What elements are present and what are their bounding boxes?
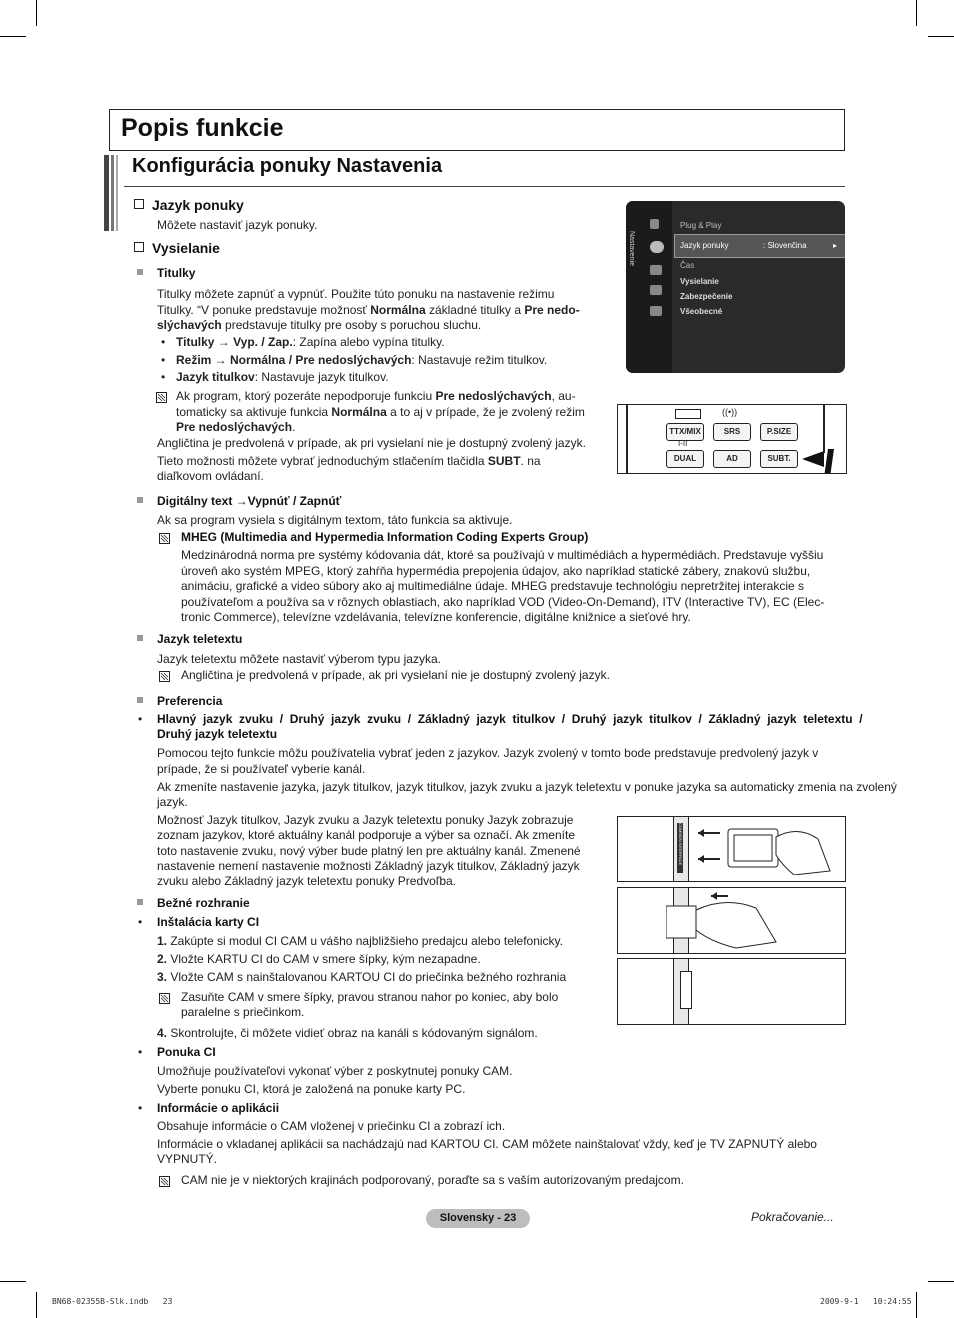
teletext-text: Jazyk teletextu môžete nastaviť výberom typu jazyka. <box>157 652 441 666</box>
crop-mark <box>916 0 917 26</box>
heading-jazyk-ponuky: Jazyk ponuky <box>134 197 244 213</box>
menu-icon-column <box>626 201 672 373</box>
sound-icon: ((•)) <box>722 407 738 417</box>
preferencia-line: Možnosť Jazyk titulkov, Jazyk zvuku a Jazyk teletextu ponuky Jazyk zobrazuje <box>157 813 574 827</box>
bullet-icon: • <box>138 712 143 726</box>
settings-menu-screenshot <box>626 201 845 373</box>
page-title: Popis funkcie <box>121 114 284 142</box>
titulky-note: tomaticky sa aktivuje funkcia Normálna a to aj v prípade, že je zvolený režim <box>176 405 585 419</box>
titulky-line: Titulky môžete zapnúť a vypnúť. Použite túto ponuku na nastavenie režimu <box>157 287 555 301</box>
bullet-icon: • <box>138 1045 143 1059</box>
step-3-note: paralelne s priečinkom. <box>181 1005 305 1019</box>
input-icon <box>650 219 659 229</box>
titulky-text: Tieto možnosti môžete vybrať jednoduchým stlačením tlačidla SUBT. na <box>157 454 541 468</box>
note-icon <box>159 671 170 682</box>
square-bullet-icon <box>137 497 143 503</box>
bullet-icon: • <box>161 335 166 349</box>
i-ii-label: I-II <box>678 439 688 448</box>
titulky-line: Titulky. “V ponuke predstavuje možnosť Normálna základné titulky a Pre nedo- <box>157 303 580 317</box>
heading-ponuka-ci: Ponuka CI <box>157 1045 216 1059</box>
psize-button: P.SIZE <box>760 423 798 441</box>
jazyk-text: Môžete nastaviť jazyk ponuky. <box>157 218 318 232</box>
titulky-bullet: Režim → Normálna / Pre nedoslýchavých: Nastavuje režim titulkov. <box>176 353 548 367</box>
titulky-note: Ak program, ktorý pozeráte nepodporuje funkciu Pre nedoslýchavých, au- <box>176 389 576 403</box>
info-text: Informácie o vkladanej aplikácii sa nachádzajú nad KARTOU CI. CAM môžete nainštalovať vždy, keď je TV ZAPNUTÝ alebo <box>157 1137 817 1151</box>
square-bullet-icon <box>137 899 143 905</box>
menu-item: Zabezpečenie <box>680 292 733 301</box>
titulky-text: Angličtina je predvolená v prípade, ak pri vysielaní nie je dostupný zvolený jazyk. <box>157 436 586 450</box>
heading-instalacia: Inštalácia karty CI <box>157 915 260 929</box>
digital-text: Ak sa program vysiela s digitálnym textom, táto funkcia sa aktivuje. <box>157 513 513 527</box>
crop-mark <box>916 1292 917 1318</box>
step-3: 3. Vložte CAM s nainštalovanou KARTOU CI do priečinka bežného rozhrania <box>157 970 567 984</box>
page-number-badge: Slovensky - 23 <box>426 1209 530 1228</box>
step-1: 1. Zakúpte si modul CI CAM u vášho najbližšieho predajcu alebo telefonicky. <box>157 934 563 948</box>
bullet-icon: • <box>161 370 166 384</box>
mheg-line: animáciu, grafické a video súbory ako aj multimediálne údaje. MHEG predstavuje technológiu nepretržitej interakcie s <box>181 579 804 593</box>
file-info: BN68-02355B-Slk.indb 23 <box>52 1297 173 1306</box>
square-bullet-icon <box>137 269 143 275</box>
ci-card-insert-image <box>617 816 846 882</box>
info-text: Obsahuje informácie o CAM vloženej v priečinku CI a zobrazí ich. <box>157 1119 506 1133</box>
bullet-icon: • <box>161 353 166 367</box>
heading-preferencia: Preferencia <box>157 694 223 708</box>
crop-mark <box>0 1281 26 1282</box>
mheg-heading: MHEG (Multimedia and Hypermedia Information Coding Experts Group) <box>181 530 589 544</box>
ponuka-ci-text: Vyberte ponuku CI, ktorá je založená na ponuke karty PC. <box>157 1082 466 1096</box>
step-2: 2. Vložte KARTU CI do CAM v smere šípky, kým nezapadne. <box>157 952 481 966</box>
square-bullet-icon <box>137 697 143 703</box>
menu-item: Plug & Play <box>680 221 722 230</box>
menu-item: Všeobecné <box>680 307 723 316</box>
step-3-note: Zasuňte CAM v smere šípky, pravou stranou nahor po koniec, aby bolo <box>181 990 559 1004</box>
section-bar <box>104 155 109 231</box>
info-text: VYPNUTÝ. <box>157 1152 218 1166</box>
preferencia-line: toto nastavenie zvuku, nový výber bude platný len pre aktuálny kanál. Zmenené <box>157 844 581 858</box>
ad-button: AD <box>713 450 751 468</box>
preferencia-line: Pomocou tejto funkcie môžu používatelia vybrať jeden z jazykov. Jazyk zvolený v tomto bode predstavuje predvolený jazyk v <box>157 746 819 760</box>
preferencia-bullet: Druhý jazyk teletextu <box>157 727 278 741</box>
titulky-text: diaľkovom ovládaní. <box>157 469 264 483</box>
subt-button: SUBT. <box>760 450 798 468</box>
menu-item-selected: Jazyk ponuky <box>680 241 729 250</box>
gear-icon <box>650 241 664 253</box>
final-note: CAM nie je v niektorých krajinách podporovaný, poraďte sa s vaším autorizovaným predajcom. <box>181 1173 684 1187</box>
crop-mark <box>0 36 26 37</box>
ttx-mix-button: TTX/MIX <box>666 423 704 441</box>
square-bullet-icon <box>137 635 143 641</box>
crop-mark <box>36 0 37 26</box>
ci-cam-insert-image <box>617 887 846 954</box>
preferencia-line: zvuku alebo Základný jazyk teletextu ponuky Predvoľba. <box>157 874 457 888</box>
note-icon <box>159 1176 170 1187</box>
note-icon <box>156 392 167 403</box>
mheg-line: úroveň ako systém MPEG, ktorý zahŕňa hypermédia prepojenia údajov, ako napríklad statické zábery, znakovú službu, <box>181 564 811 578</box>
section-bar <box>111 155 114 231</box>
bullet-icon: • <box>138 915 143 929</box>
arrow-right-icon: ▸ <box>833 241 838 250</box>
titulky-bullet: Titulky → Vyp. / Zap.: Zapína alebo vypína titulky. <box>176 335 445 349</box>
application-icon <box>650 306 662 316</box>
srs-button: SRS <box>713 423 751 441</box>
heading-informacie: Informácie o aplikácii <box>157 1101 280 1115</box>
note-icon <box>159 533 170 544</box>
titulky-line: slýchavých predstavuje titulky pre osoby s poruchou sluchu. <box>157 318 482 332</box>
menu-side-label: Nastavenie <box>628 231 635 267</box>
arrow-pointer-icon <box>802 449 842 473</box>
preferencia-line: prípade, že si používateľ vyberie kanál. <box>157 762 366 776</box>
cam-module <box>680 971 692 1009</box>
section-rule <box>124 186 845 187</box>
mheg-line: Medzinárodná norma pre systémy kódovania dát, ktoré sa používajú v multimédiách a hypermédiách. Predstavuje vyššiu <box>181 548 824 562</box>
preferencia-line: zoznam jazykov, ktoré aktuálny kanál podporuje a výber sa označí. Ak zmeníte <box>157 828 575 842</box>
section-bar <box>116 155 118 231</box>
channel-icon <box>650 265 662 275</box>
titulky-note: Pre nedoslýchavých. <box>176 420 296 434</box>
tv-icon <box>675 409 701 419</box>
checkbox-icon <box>134 199 144 209</box>
note-icon <box>159 993 170 1004</box>
continued-link: Pokračovanie... <box>751 1210 834 1224</box>
remote-edge <box>626 405 628 473</box>
mheg-line: používateľom a používa sa v rôznych oblastiach, ako napríklad VOD (Video-On-Demand), ITV (Interactive TV), EC (Elec- <box>181 595 825 609</box>
checkbox-icon <box>134 242 144 252</box>
preferencia-line: nastavenie nemení nastavenie možnosti Základný jazyk titulkov, Základný jazyk <box>157 859 580 873</box>
step-4: 4. Skontrolujte, či môžete vidieť obraz na kanáli s kódovaným signálom. <box>157 1026 538 1040</box>
titulky-bullet: Jazyk titulkov: Nastavuje jazyk titulkov. <box>176 370 389 384</box>
dual-button: DUAL <box>666 450 704 468</box>
print-date: 2009-9-1 10:24:55 <box>820 1297 912 1306</box>
preferencia-line: jazyk. <box>157 795 188 809</box>
bullet-icon: • <box>138 1101 143 1115</box>
heading-digital-text: Digitálny text →Vypnúť / Zapnúť <box>157 494 342 508</box>
ci-label: COMMON INTERFACE <box>677 823 683 873</box>
menu-selected-value: : Slovenčina <box>763 241 807 250</box>
heading-titulky: Titulky <box>157 266 196 280</box>
ci-cam-inserted-image <box>617 958 846 1025</box>
hand-cam-illustration <box>666 890 796 950</box>
heading-vysielanie: Vysielanie <box>134 240 220 256</box>
crop-mark <box>928 1281 954 1282</box>
preferencia-bullet: Hlavný jazyk zvuku / Druhý jazyk zvuku / Základný jazyk titulkov / Druhý jazyk titulkov / Základný jazyk teletextu / <box>157 712 863 726</box>
teletext-note: Angličtina je predvolená v prípade, ak pri vysielaní nie je dostupný zvolený jazyk. <box>181 668 610 682</box>
remote-edge <box>823 405 825 453</box>
hand-card-illustration <box>698 825 838 875</box>
picture-icon <box>650 285 662 295</box>
menu-item: Vysielanie <box>680 277 719 286</box>
preferencia-line: Ak zmeníte nastavenie jazyka, jazyk titulkov, jazyk titulkov, jazyk zvuku a jazyk teletextu v ponuke jazyka sa automaticky zmenia na zvolený <box>157 780 897 794</box>
mheg-line: tronic Commerce), televízne vzdelávania, televízne konferencie, digitálne knižnice a sieťové hry. <box>181 610 691 624</box>
menu-item: Čas <box>680 261 695 270</box>
page-title-box <box>109 109 845 151</box>
crop-mark <box>36 1292 37 1318</box>
heading-bezne-rozhranie: Bežné rozhranie <box>157 896 250 910</box>
ponuka-ci-text: Umožňuje používateľovi vykonať výber z poskytnutej ponuky CAM. <box>157 1064 513 1078</box>
remote-control-image <box>617 404 847 474</box>
heading-teletext: Jazyk teletextu <box>157 632 243 646</box>
section-title: Konfigurácia ponuky Nastavenia <box>132 155 443 177</box>
crop-mark <box>928 36 954 37</box>
